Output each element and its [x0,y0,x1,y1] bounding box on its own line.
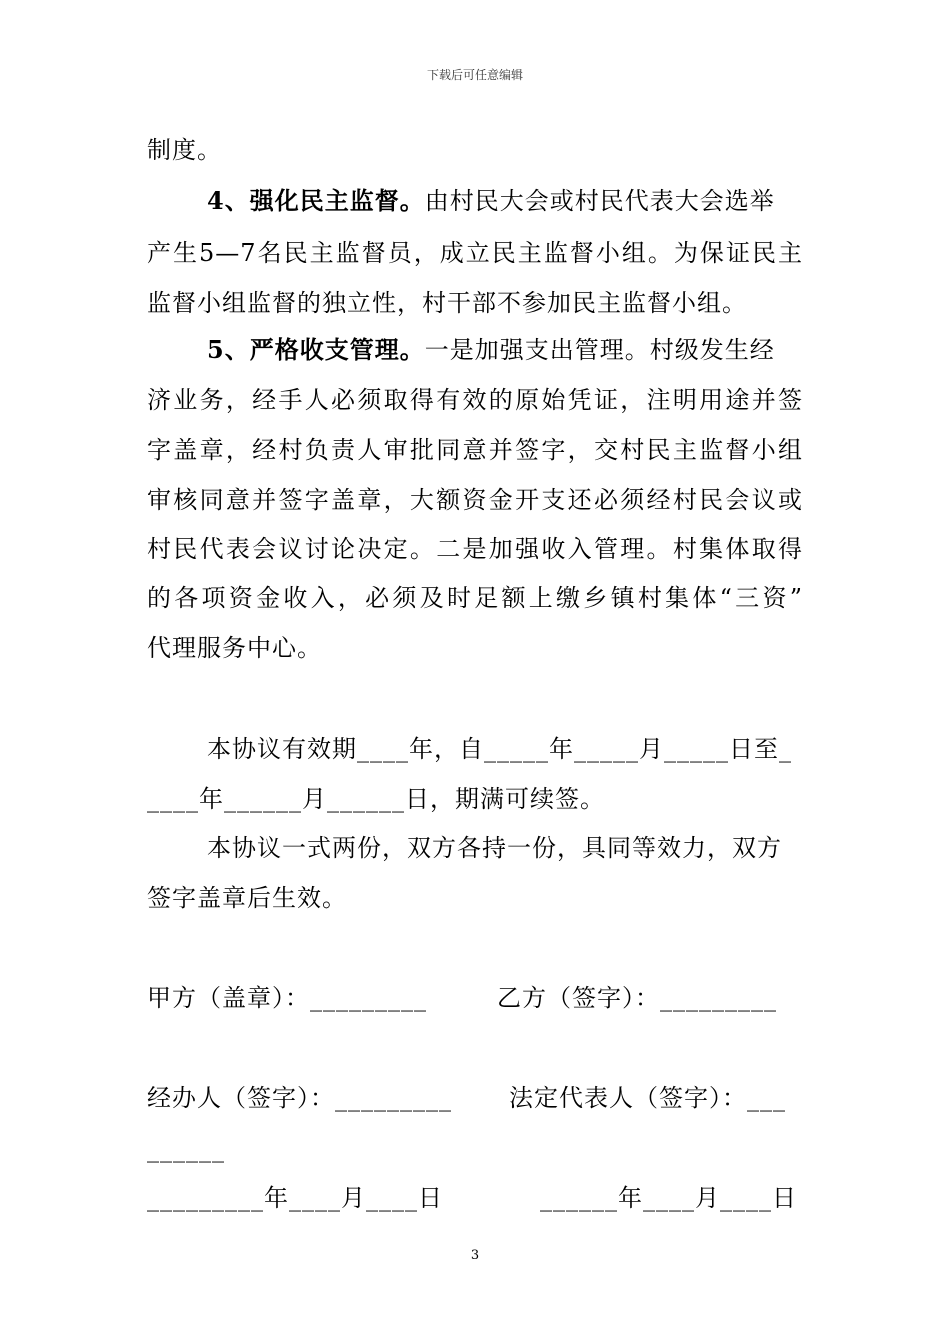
section-4-heading: 4、强化民主监督。 [207,186,425,215]
section-5-line-1 [207,334,775,366]
section-5-line-2: 济业务，经手人必须取得有效的原始凭证，注明用途并签 [147,386,803,414]
page-header: 下载后可任意编辑 [426,68,523,82]
copies-line-2: 签字盖章后生效。 [147,884,347,912]
party-b-signature: 乙方（签字）：_________ [497,984,777,1012]
section-5-line-5: 村民代表会议讨论决定。二是加强收入管理。村集体取得 [147,535,803,563]
section-5-line-3: 字盖章，经村负责人审批同意并签字，交村民主监督小组 [147,436,803,464]
term-line-1: 本协议有效期____年，自_____年_____月_____日至_ [207,735,792,763]
page-number: 3 [470,1248,480,1263]
section-4-line-1 [207,185,775,217]
copies-line-1: 本协议一式两份，双方各持一份，具同等效力，双方 [207,834,782,862]
section-5-line-4: 审核同意并签字盖章，大额资金开支还必须经村民会议或 [147,486,803,514]
section-4-line-2: 产生5—7名民主监督员，成立民主监督小组。为保证民主 [147,239,803,267]
section-4-line-3: 监督小组监督的独立性，村干部不参加民主监督小组。 [147,289,747,317]
section-5-heading: 5、严格收支管理。 [207,335,425,364]
section-5-line-7: 代理服务中心。 [147,634,322,662]
legal-rep-signature: 法定代表人（签字）：___ [509,1084,786,1112]
section-4-text: 由村民大会或村民代表大会选举 [424,187,775,215]
handler-signature: 经办人（签字）：_________ [147,1084,452,1112]
legal-rep-signature-cont: ______ [147,1135,225,1163]
party-a-signature: 甲方（盖章）：_________ [147,984,427,1012]
section-5-line-6: 的各项资金收入，必须及时足额上缴乡镇村集体“三资” [147,584,803,612]
term-line-2: ____年______月______日，期满可续签。 [147,785,605,813]
date-right: ______年____月____日 [540,1184,797,1212]
section-5-text: 一是加强支出管理。村级发生经 [424,336,775,364]
paragraph-line: 制度。 [147,136,222,164]
date-left: _________年____月____日 [147,1184,443,1212]
